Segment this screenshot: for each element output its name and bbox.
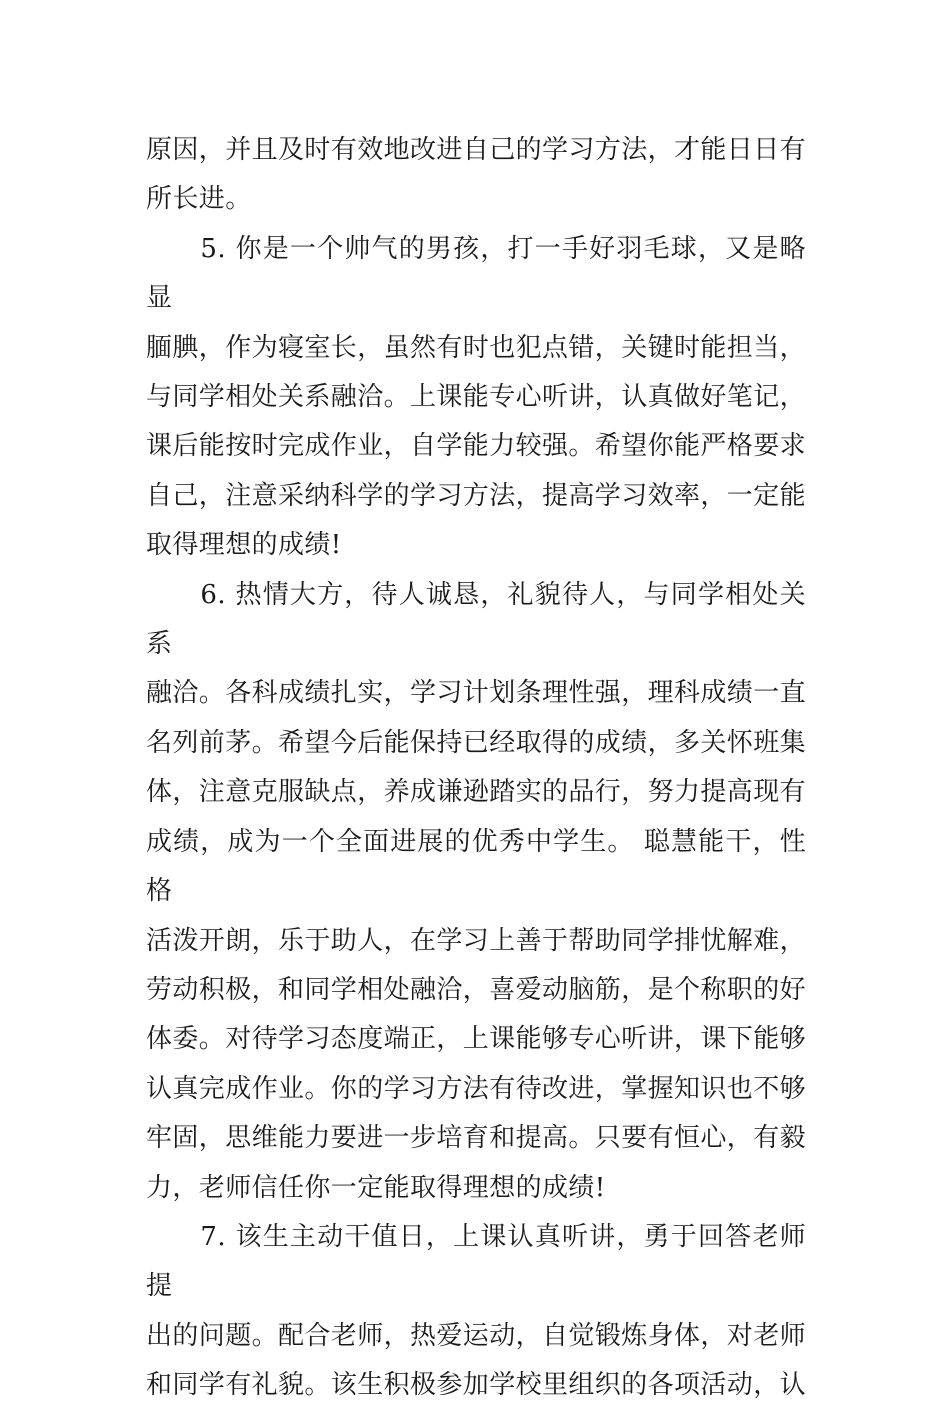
paragraph-item-7: 7. 该生主动干值日，上课认真听讲，勇于回答老师提 出的问题。配合老师，热爱运动，自觉锻炼身体，对老师 和同学有礼貌。该生积极参加学校里组织的各项活动，认 — [146, 1221, 807, 1401]
paragraph-item-6: 6. 热情大方，待人诚恳，礼貌待人，与同学相处关系 融洽。各科成绩扎实，学习计划条理性强，理科成绩一直 名列前茅。希望今后能保持已经取得的成绩，多关怀班集 体，注意克服缺点，养成谦逊踏实的品行，努力提高现有 成绩，成为一个全面进展的优秀中学生。 聪慧能干，性格 活泼开朗，乐于助人，在学习上善于帮助同学排忧解难， 劳动积极，和同学相处融洽，喜爱动脑筋，是个称职的好 体委。对待学习态度端正，上课能够专心听讲，课下能够 认真完成作业。你的学习方法有待改进，掌握知识也不够 牢固，思维能力要进一步培育和提高。只要有恒心，有毅 力，老师信任你一定能取得理想的成绩! — [146, 579, 807, 1203]
document-page — [146, 126, 806, 1411]
paragraph-item-5: 5. 你是一个帅气的男孩，打一手好羽毛球，又是略显 腼腆，作为寝室长，虽然有时也犯点错，关键时能担当， 与同学相处关系融洽。上课能专心听讲，认真做好笔记， 课后能按时完成作业，自学能力较强。希望你能严格要求 自己，注意采纳科学的学习方法，提高学习效率，一定能 取得理想的成绩! — [146, 233, 807, 561]
paragraph-continuation: 原因，并且及时有效地改进自己的学习方法，才能日日有 所长进。 — [146, 135, 807, 215]
